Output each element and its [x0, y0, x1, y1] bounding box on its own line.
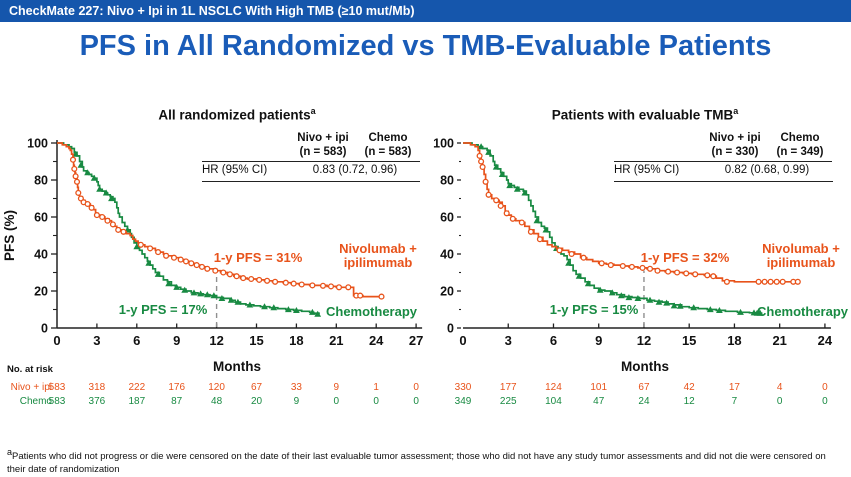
chart-title-text: All randomized patients	[158, 107, 311, 123]
svg-text:80: 80	[440, 173, 454, 188]
svg-text:87: 87	[171, 396, 183, 407]
chart-all-randomized	[0, 100, 430, 415]
series-label-nivo	[328, 242, 428, 270]
hr-table-n-chemo: (n = 583)	[364, 145, 412, 158]
hr-table-n-chemo: (n = 349)	[776, 145, 824, 158]
svg-text:0: 0	[822, 382, 828, 393]
svg-text:12: 12	[636, 333, 652, 348]
chart-title-text: Patients with evaluable TMB	[551, 107, 734, 123]
svg-text:15: 15	[249, 333, 264, 348]
svg-text:7: 7	[731, 396, 738, 407]
hr-table-spacer	[202, 146, 290, 162]
svg-text:48: 48	[211, 396, 223, 407]
svg-text:101: 101	[590, 382, 608, 393]
hr-table-col-chemo: Chemo	[780, 132, 820, 144]
page-title: PFS in All Randomized vs TMB-Evaluable Patients	[79, 30, 772, 62]
x-axis-title: Months	[621, 359, 669, 374]
svg-text:20: 20	[440, 284, 454, 299]
svg-text:Chemo: Chemo	[19, 396, 52, 407]
footnote-text: Patients who did not progress or die were censored on the date of their last evaluable tumor assessment; those who did not have any study tumor assessments and did not die were censored on their date of randomization	[7, 451, 826, 475]
series-label-nivo	[751, 242, 851, 270]
footnote-marker: a	[7, 447, 13, 457]
svg-text:67: 67	[250, 382, 263, 393]
x-axis-title: Months	[213, 359, 261, 374]
svg-text:24: 24	[817, 333, 833, 348]
svg-text:PFS (%): PFS (%)	[2, 209, 17, 262]
svg-text:17: 17	[728, 382, 741, 393]
svg-text:0: 0	[373, 396, 379, 407]
svg-text:40: 40	[34, 247, 48, 262]
svg-text:60: 60	[34, 210, 48, 225]
svg-text:Nivo + ipi: Nivo + ipi	[10, 382, 52, 393]
header-banner	[0, 0, 851, 22]
series-label-line: ipilimumab	[343, 255, 413, 270]
svg-text:9: 9	[173, 333, 181, 348]
series-label-line: Nivolumab +	[762, 241, 840, 256]
hr-table-n-nivo: (n = 583)	[299, 145, 347, 158]
hr-row-value: 0.82 (0.68, 0.99)	[702, 161, 832, 181]
svg-text:15: 15	[681, 333, 697, 348]
svg-text:20: 20	[250, 396, 263, 407]
svg-text:9: 9	[293, 396, 300, 407]
svg-text:225: 225	[499, 396, 517, 407]
annotation-1y-pfs-nivo: 1-y PFS = 31%	[213, 250, 303, 265]
svg-text:0: 0	[333, 396, 340, 407]
hr-table-spacer	[202, 132, 290, 146]
hr-row-value: 0.83 (0.72, 0.96)	[290, 161, 420, 181]
svg-text:222: 222	[128, 382, 146, 393]
svg-text:6: 6	[549, 333, 558, 348]
svg-text:318: 318	[88, 382, 106, 393]
svg-text:349: 349	[454, 396, 472, 407]
svg-text:187: 187	[128, 396, 146, 407]
hr-table-col-chemo: Chemo	[368, 132, 408, 144]
hr-table	[202, 132, 420, 182]
svg-text:20: 20	[34, 284, 48, 299]
hr-table-col-nivo: Nivo + ipi	[297, 132, 349, 144]
hr-table	[614, 132, 833, 182]
svg-text:9: 9	[333, 382, 340, 393]
series-label-line: ipilimumab	[766, 255, 836, 270]
svg-text:27: 27	[408, 333, 424, 348]
banner-text: CheckMate 227: Nivo + Ipi in 1L NSCLC With High TMB (≥10 mut/Mb)	[9, 4, 415, 18]
svg-text:0: 0	[41, 321, 48, 336]
annotation-1y-pfs-chemo: 1-y PFS = 15%	[549, 302, 639, 317]
svg-text:0: 0	[822, 396, 828, 407]
svg-text:124: 124	[545, 382, 562, 393]
chart-title-footnote-marker: a	[733, 106, 739, 116]
series-label-chemo: Chemotherapy	[326, 304, 418, 319]
svg-text:21: 21	[772, 333, 787, 348]
svg-text:18: 18	[727, 333, 742, 348]
svg-text:0: 0	[413, 382, 419, 393]
svg-text:18: 18	[289, 333, 304, 348]
svg-text:24: 24	[368, 333, 384, 348]
hr-row-label: HR (95% CI)	[202, 161, 290, 181]
svg-text:376: 376	[88, 396, 106, 407]
svg-text:4: 4	[776, 382, 783, 393]
svg-text:3: 3	[504, 333, 512, 348]
svg-text:104: 104	[545, 396, 562, 407]
svg-text:120: 120	[208, 382, 225, 393]
chart-title-footnote-marker: a	[310, 106, 316, 116]
svg-text:21: 21	[329, 333, 344, 348]
annotation-1y-pfs-chemo: 1-y PFS = 17%	[118, 302, 208, 317]
svg-text:12: 12	[683, 396, 695, 407]
svg-text:0: 0	[447, 321, 454, 336]
svg-text:176: 176	[168, 382, 186, 393]
chart-tmb-evaluable	[421, 100, 851, 415]
hr-table-spacer	[614, 146, 702, 162]
svg-text:42: 42	[683, 382, 695, 393]
svg-text:60: 60	[440, 210, 454, 225]
svg-text:330: 330	[454, 382, 472, 393]
svg-text:67: 67	[638, 382, 650, 393]
svg-text:0: 0	[53, 333, 61, 348]
svg-text:583: 583	[48, 396, 66, 407]
hr-table-n-nivo: (n = 330)	[711, 145, 759, 158]
svg-text:40: 40	[440, 247, 454, 262]
at-risk-header: No. at risk	[7, 364, 53, 375]
svg-text:33: 33	[290, 382, 302, 393]
svg-text:3: 3	[93, 333, 101, 348]
series-label-chemo: Chemotherapy	[757, 304, 849, 319]
annotation-1y-pfs-nivo: 1-y PFS = 32%	[640, 250, 730, 265]
svg-text:6: 6	[133, 333, 141, 348]
footnote	[7, 447, 845, 476]
svg-text:583: 583	[48, 382, 66, 393]
hr-table-spacer	[614, 132, 702, 146]
svg-text:80: 80	[34, 173, 48, 188]
svg-text:177: 177	[499, 382, 517, 393]
svg-text:0: 0	[459, 333, 467, 348]
hr-row-label: HR (95% CI)	[614, 161, 702, 181]
svg-text:100: 100	[433, 136, 454, 151]
svg-text:100: 100	[27, 136, 48, 151]
svg-text:24: 24	[638, 396, 650, 407]
series-label-line: Nivolumab +	[339, 241, 417, 256]
svg-text:47: 47	[593, 396, 605, 407]
svg-text:0: 0	[776, 396, 783, 407]
svg-text:0: 0	[413, 396, 419, 407]
hr-table-col-nivo: Nivo + ipi	[709, 132, 761, 144]
svg-text:9: 9	[595, 333, 603, 348]
svg-text:1: 1	[373, 382, 379, 393]
svg-text:12: 12	[209, 333, 224, 348]
